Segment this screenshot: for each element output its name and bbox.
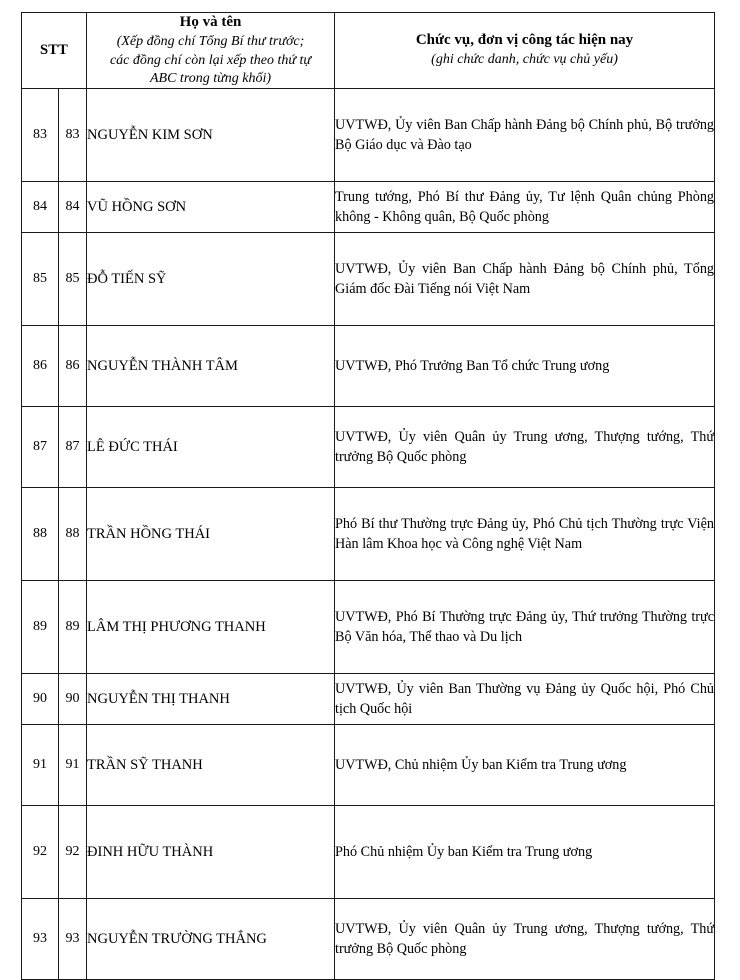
column-header-name: [87, 13, 335, 89]
row-position-text: [335, 725, 715, 806]
row-number-primary: 93: [22, 899, 59, 980]
row-position-text: [335, 899, 715, 980]
row-number-primary: 87: [22, 407, 59, 488]
position-text: UVTWĐ, Phó Trưởng Ban Tổ chức Trung ương: [335, 358, 610, 375]
row-person-name: TRẦN SỸ THANH: [87, 725, 335, 806]
row-number-secondary: 86: [59, 326, 87, 407]
row-person-name: NGUYỄN THÀNH TÂM: [87, 326, 335, 407]
column-header-name-sub-line2: các đồng chí còn lại xếp theo thứ tự: [109, 52, 312, 68]
position-text: Phó Chủ nhiệm Ủy ban Kiểm tra Trung ương: [335, 844, 593, 861]
row-position-text: [335, 806, 715, 899]
position-text: Phó Bí thư Thường trực Đảng ủy, Phó Chủ tịch Thường trực Viện Hàn lâm Khoa học và Công nghệ Việt Nam: [335, 516, 715, 553]
position-text: Trung tướng, Phó Bí thư Đảng ủy, Tư lệnh Quân chủng Phòng không - Không quân, Bộ Quốc phòng: [335, 189, 715, 226]
table-row: [22, 674, 715, 725]
row-position-text: [335, 233, 715, 326]
table-row: [22, 581, 715, 674]
table-row: [22, 806, 715, 899]
row-person-name: NGUYỄN KIM SƠN: [87, 89, 335, 182]
row-number-primary: 85: [22, 233, 59, 326]
column-header-position: [335, 13, 715, 89]
row-number-secondary: 90: [59, 674, 87, 725]
table-body: [22, 89, 715, 980]
row-position-text: [335, 488, 715, 581]
row-number-primary: 92: [22, 806, 59, 899]
row-position-text: [335, 182, 715, 233]
table-row: [22, 326, 715, 407]
row-number-primary: 90: [22, 674, 59, 725]
row-person-name: LÊ ĐỨC THÁI: [87, 407, 335, 488]
row-person-name: NGUYỄN THỊ THANH: [87, 674, 335, 725]
column-header-stt: STT: [22, 13, 87, 89]
column-header-position-sub: (ghi chức danh, chức vụ chủ yếu): [431, 52, 618, 68]
table-row: [22, 488, 715, 581]
table-row: [22, 89, 715, 182]
row-number-primary: 89: [22, 581, 59, 674]
row-position-text: [335, 326, 715, 407]
table-row: [22, 899, 715, 980]
row-position-text: [335, 407, 715, 488]
row-person-name: LÂM THỊ PHƯƠNG THANH: [87, 581, 335, 674]
table-row: [22, 407, 715, 488]
header-row: [22, 13, 715, 89]
row-number-secondary: 84: [59, 182, 87, 233]
column-header-name-sub-line3: ABC trong từng khối): [149, 71, 272, 87]
row-number-secondary: 83: [59, 89, 87, 182]
row-person-name: ĐỖ TIẾN SỸ: [87, 233, 335, 326]
table-row: [22, 233, 715, 326]
row-position-text: [335, 674, 715, 725]
row-number-secondary: 91: [59, 725, 87, 806]
row-number-primary: 91: [22, 725, 59, 806]
table-row: [22, 182, 715, 233]
position-text: UVTWĐ, Ủy viên Quân ủy Trung ương, Thượng tướng, Thứ trưởng Bộ Quốc phòng: [335, 921, 715, 958]
position-text: UVTWĐ, Ủy viên Quân ủy Trung ương, Thượng tướng, Thứ trưởng Bộ Quốc phòng: [335, 429, 715, 466]
position-text: UVTWĐ, Ủy viên Ban Chấp hành Đảng bộ Chính phủ, Bộ trưởng Bộ Giáo dục và Đào tạo: [335, 117, 715, 154]
row-number-secondary: 85: [59, 233, 87, 326]
row-number-secondary: 87: [59, 407, 87, 488]
row-position-text: [335, 89, 715, 182]
table-header: [22, 13, 715, 89]
row-position-text: [335, 581, 715, 674]
row-number-primary: 88: [22, 488, 59, 581]
row-number-primary: 84: [22, 182, 59, 233]
position-text: UVTWĐ, Ủy viên Ban Chấp hành Đảng bộ Chính phủ, Tổng Giám đốc Đài Tiếng nói Việt Nam: [335, 261, 715, 298]
position-text: UVTWĐ, Chủ nhiệm Ủy ban Kiểm tra Trung ương: [335, 757, 627, 774]
row-number-secondary: 92: [59, 806, 87, 899]
row-number-secondary: 93: [59, 899, 87, 980]
row-number-secondary: 89: [59, 581, 87, 674]
column-header-position-title: Chức vụ, đơn vị công tác hiện nay: [415, 32, 634, 49]
row-number-primary: 83: [22, 89, 59, 182]
column-header-name-sub-line1: (Xếp đồng chí Tổng Bí thư trước;: [116, 34, 305, 50]
row-person-name: TRẦN HỒNG THÁI: [87, 488, 335, 581]
position-text: UVTWĐ, Phó Bí Thường trực Đảng ủy, Thứ trưởng Thường trực Bộ Văn hóa, Thể thao và Du lịch: [335, 609, 715, 646]
row-person-name: VŨ HỒNG SƠN: [87, 182, 335, 233]
table-row: [22, 725, 715, 806]
position-text: UVTWĐ, Ủy viên Ban Thường vụ Đảng ủy Quốc hội, Phó Chủ tịch Quốc hội: [335, 681, 715, 718]
column-header-name-title: Họ và tên: [179, 14, 242, 30]
roster-table: [21, 12, 715, 980]
row-number-primary: 86: [22, 326, 59, 407]
row-person-name: ĐINH HỮU THÀNH: [87, 806, 335, 899]
row-person-name: NGUYỄN TRƯỜNG THẮNG: [87, 899, 335, 980]
row-number-secondary: 88: [59, 488, 87, 581]
